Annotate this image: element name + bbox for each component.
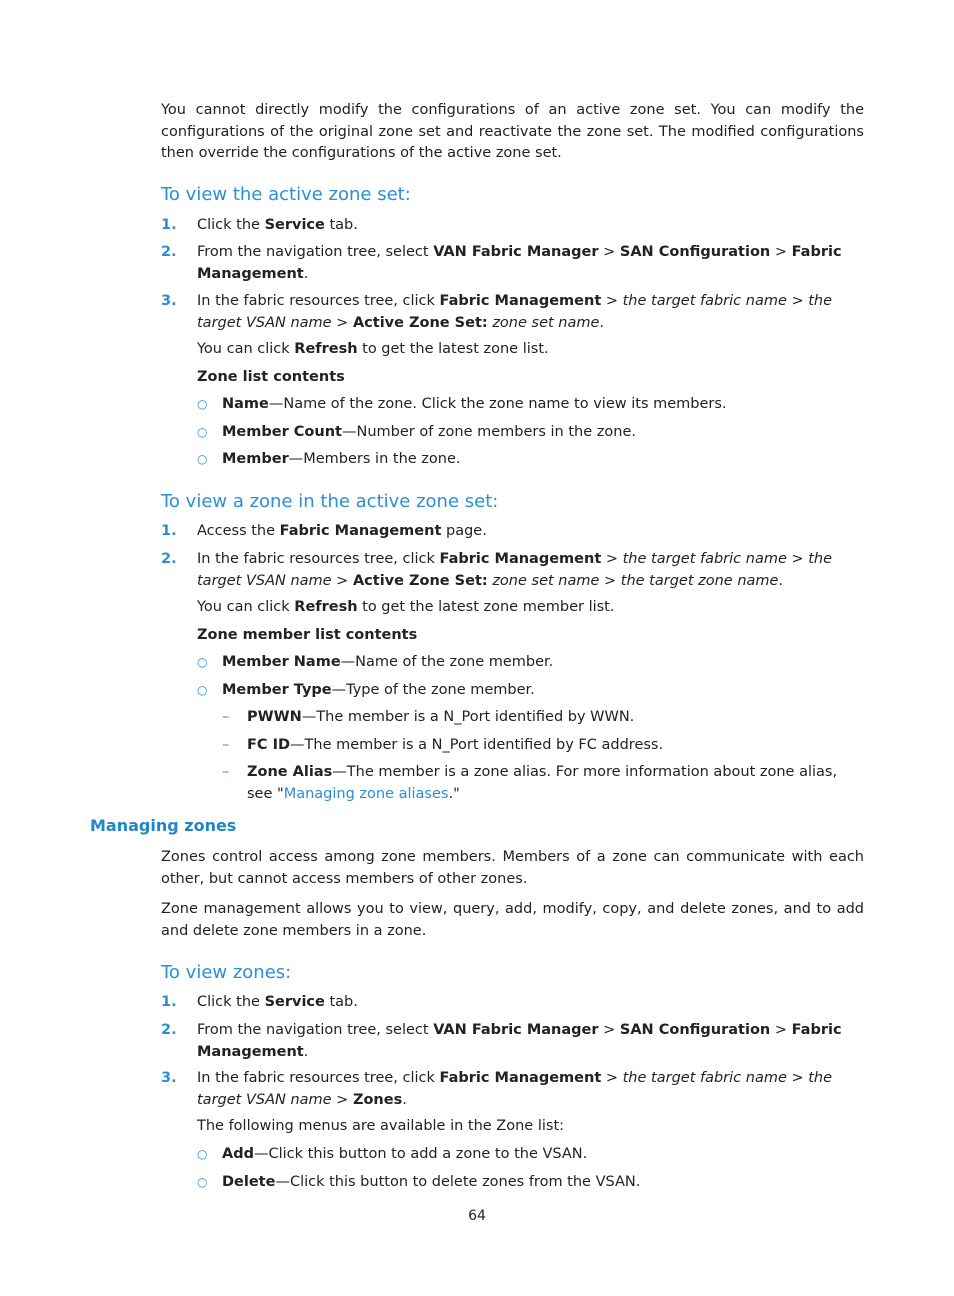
list-item: ○ Member Type—Type of the zone member. (197, 680, 865, 702)
step-2: 2. In the fabric resources tree, click Fabric Management > the target fabric name > the target VSAN name > Active Zone Set: zone set name > the target zone name. (161, 551, 833, 589)
circle-bullet-icon: ○ (197, 397, 208, 411)
list-item: ○ Member Count—Number of zone members in the zone. (197, 422, 865, 444)
dash-bullet-icon: – (222, 737, 230, 753)
list-item: ○ Add—Click this button to add a zone to the VSAN. (197, 1144, 865, 1166)
list-item: ○ Member Name—Name of the zone member. (197, 652, 865, 674)
list-item: – PWWN—The member is a N_Port identified by WWN. (222, 707, 865, 729)
procedure-heading-view-zone-in-active-set: To view a zone in the active zone set: (161, 491, 499, 512)
list-item: ○ Delete—Click this button to delete zones from the VSAN. (197, 1172, 865, 1194)
step-number: 1. (161, 217, 177, 233)
subheading-zone-list-contents: Zone list contents (197, 369, 345, 385)
step-number: 2. (161, 551, 177, 567)
procedure-heading-view-active-zone-set: To view the active zone set: (161, 184, 411, 205)
list-item: – FC ID—The member is a N_Port identified by FC address. (222, 735, 865, 757)
refresh-note: You can click Refresh to get the latest zone member list. (197, 599, 615, 615)
circle-bullet-icon: ○ (197, 683, 208, 697)
dash-bullet-icon: – (222, 764, 230, 780)
subheading-zone-member-list-contents: Zone member list contents (197, 627, 418, 643)
list-item: ○ Member—Members in the zone. (197, 449, 865, 471)
step-number: 1. (161, 994, 177, 1010)
step-1: 1. Click the Service tab. (161, 215, 865, 237)
refresh-note: You can click Refresh to get the latest zone list. (197, 341, 549, 357)
step-2: 2. From the navigation tree, select VAN Fabric Manager > SAN Configuration > Fabric Management. (161, 1022, 842, 1060)
managing-zone-aliases-link[interactable]: Managing zone aliases (283, 785, 449, 802)
step-3: 3. In the fabric resources tree, click Fabric Management > the target fabric name > the target VSAN name > Active Zone Set: zone set name. (161, 293, 833, 331)
step-1: 1. Click the Service tab. (161, 992, 865, 1014)
zone-list-menus-note: The following menus are available in the Zone list: (197, 1118, 565, 1134)
page-number: 64 (468, 1208, 486, 1224)
section-title-managing-zones: Managing zones (90, 816, 237, 835)
circle-bullet-icon: ○ (197, 425, 208, 439)
circle-bullet-icon: ○ (197, 452, 208, 466)
circle-bullet-icon: ○ (197, 1175, 208, 1189)
circle-bullet-icon: ○ (197, 655, 208, 669)
intro-paragraph: You cannot directly modify the configurations of an active zone set. You can modify the configurations of the original zone set and reactivate the zone set. The modified configurations then override the configurations of the active zone set. (161, 102, 864, 161)
step-number: 2. (161, 1022, 177, 1038)
section-paragraph-2: Zone management allows you to view, query, add, modify, copy, and delete zones, and to add and delete zone members in a zone. (161, 901, 864, 939)
step-1: 1. Access the Fabric Management page. (161, 521, 865, 543)
section-paragraph-1: Zones control access among zone members. Members of a zone can communicate with each other, but cannot access members of other zones. (161, 849, 864, 887)
procedure-heading-view-zones: To view zones: (161, 962, 292, 983)
step-number: 2. (161, 244, 177, 260)
dash-bullet-icon: – (222, 709, 230, 725)
step-number: 1. (161, 523, 177, 539)
step-3: 3. In the fabric resources tree, click Fabric Management > the target fabric name > the target VSAN name > Zones. (161, 1070, 833, 1108)
step-number: 3. (161, 293, 177, 309)
step-number: 3. (161, 1070, 177, 1086)
circle-bullet-icon: ○ (197, 1147, 208, 1161)
list-item: ○ Name—Name of the zone. Click the zone name to view its members. (197, 394, 865, 416)
list-item: – Zone Alias—The member is a zone alias. For more information about zone alias, see "Managing zone aliases." (222, 764, 838, 802)
step-2: 2. From the navigation tree, select VAN Fabric Manager > SAN Configuration > Fabric Management. (161, 244, 842, 282)
